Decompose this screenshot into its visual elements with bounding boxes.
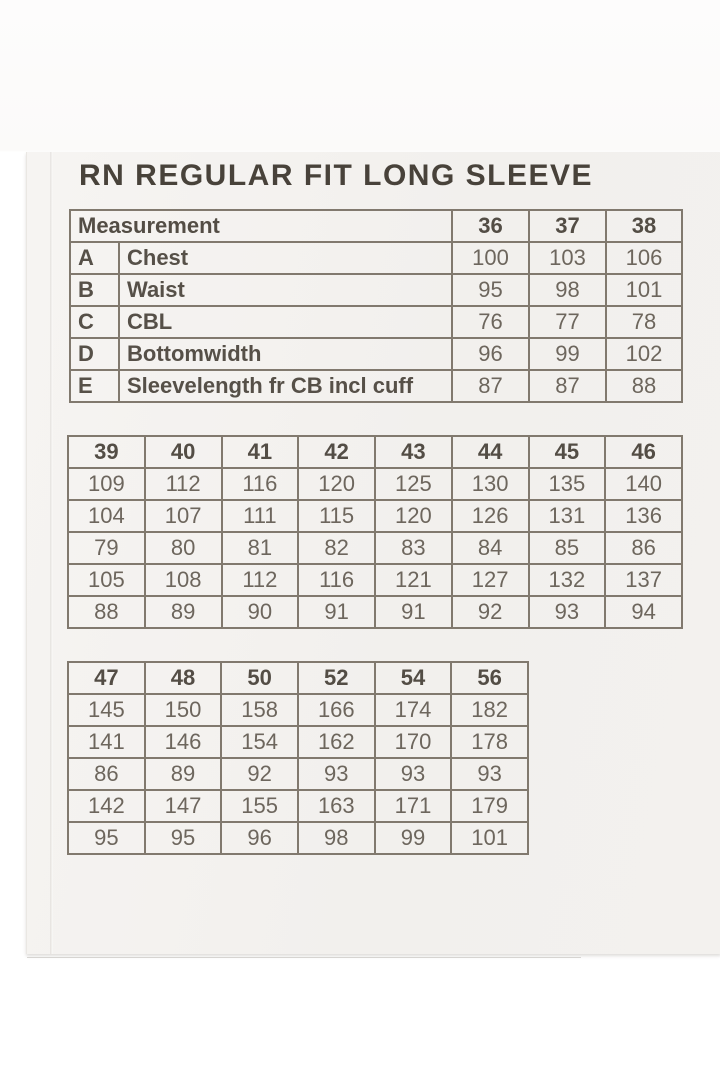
value-cell: 141: [68, 726, 145, 758]
value-cell: 96: [452, 338, 529, 370]
value-cell: 130: [452, 468, 529, 500]
value-cell: 76: [452, 306, 529, 338]
size-table-47-56-body: [68, 662, 528, 854]
value-cell: 101: [451, 822, 528, 854]
table-row: [68, 468, 682, 500]
value-cell: 99: [529, 338, 606, 370]
table-header-row: [68, 662, 528, 694]
value-cell: 98: [298, 822, 375, 854]
size-header-cell: 41: [222, 436, 299, 468]
measurement-name-cell: CBL: [119, 306, 452, 338]
value-cell: 93: [529, 596, 606, 628]
value-cell: 82: [298, 532, 375, 564]
value-cell: 101: [606, 274, 682, 306]
size-header-cell: 42: [298, 436, 375, 468]
measurement-header-cell: Measurement: [70, 210, 452, 242]
value-cell: 94: [605, 596, 682, 628]
value-cell: 89: [145, 596, 222, 628]
value-cell: 171: [375, 790, 452, 822]
value-cell: 78: [606, 306, 682, 338]
value-cell: 132: [529, 564, 606, 596]
table-row: [68, 596, 682, 628]
value-cell: 81: [222, 532, 299, 564]
value-cell: 83: [375, 532, 452, 564]
table-row: [68, 694, 528, 726]
value-cell: 137: [605, 564, 682, 596]
size-header-cell: 45: [529, 436, 606, 468]
size-table-39-46-body: [68, 436, 682, 628]
size-header-cell: 36: [452, 210, 529, 242]
value-cell: 140: [605, 468, 682, 500]
value-cell: 145: [68, 694, 145, 726]
measurement-key-cell: A: [70, 242, 119, 274]
table-row: [70, 306, 682, 338]
value-cell: 121: [375, 564, 452, 596]
measurement-name-cell: Bottomwidth: [119, 338, 452, 370]
value-cell: 84: [452, 532, 529, 564]
value-cell: 91: [375, 596, 452, 628]
table-row: [68, 822, 528, 854]
table-row: [70, 338, 682, 370]
size-label-paper: [26, 152, 720, 954]
value-cell: 86: [68, 758, 145, 790]
value-cell: 87: [529, 370, 606, 402]
size-header-cell: 47: [68, 662, 145, 694]
measurement-key-cell: C: [70, 306, 119, 338]
value-cell: 93: [375, 758, 452, 790]
value-cell: 88: [68, 596, 145, 628]
value-cell: 162: [298, 726, 375, 758]
value-cell: 95: [452, 274, 529, 306]
table-row: [68, 532, 682, 564]
value-cell: 147: [145, 790, 222, 822]
value-cell: 163: [298, 790, 375, 822]
value-cell: 158: [221, 694, 298, 726]
value-cell: 92: [221, 758, 298, 790]
size-header-cell: 44: [452, 436, 529, 468]
size-header-cell: 48: [145, 662, 222, 694]
size-header-cell: 56: [451, 662, 528, 694]
table-row: [68, 758, 528, 790]
value-cell: 98: [529, 274, 606, 306]
value-cell: 170: [375, 726, 452, 758]
value-cell: 107: [145, 500, 222, 532]
value-cell: 116: [222, 468, 299, 500]
value-cell: 166: [298, 694, 375, 726]
size-header-cell: 54: [375, 662, 452, 694]
value-cell: 179: [451, 790, 528, 822]
size-header-cell: 37: [529, 210, 606, 242]
measurement-name-cell: Waist: [119, 274, 452, 306]
value-cell: 87: [452, 370, 529, 402]
value-cell: 115: [298, 500, 375, 532]
value-cell: 131: [529, 500, 606, 532]
value-cell: 103: [529, 242, 606, 274]
measurement-key-cell: D: [70, 338, 119, 370]
measurement-table-sizes-36-38: [69, 209, 683, 403]
value-cell: 154: [221, 726, 298, 758]
table-row: [70, 242, 682, 274]
measurement-name-cell: Chest: [119, 242, 452, 274]
value-cell: 174: [375, 694, 452, 726]
value-cell: 136: [605, 500, 682, 532]
value-cell: 108: [145, 564, 222, 596]
value-cell: 126: [452, 500, 529, 532]
value-cell: 96: [221, 822, 298, 854]
value-cell: 104: [68, 500, 145, 532]
value-cell: 142: [68, 790, 145, 822]
value-cell: 182: [451, 694, 528, 726]
value-cell: 95: [145, 822, 222, 854]
value-cell: 102: [606, 338, 682, 370]
size-header-cell: 46: [605, 436, 682, 468]
value-cell: 150: [145, 694, 222, 726]
measurement-key-cell: E: [70, 370, 119, 402]
value-cell: 112: [145, 468, 222, 500]
value-cell: 178: [451, 726, 528, 758]
size-header-cell: 52: [298, 662, 375, 694]
value-cell: 95: [68, 822, 145, 854]
size-header-cell: 43: [375, 436, 452, 468]
value-cell: 90: [222, 596, 299, 628]
table-header-row: [70, 210, 682, 242]
value-cell: 93: [451, 758, 528, 790]
value-cell: 111: [222, 500, 299, 532]
table-row: [68, 790, 528, 822]
value-cell: 92: [452, 596, 529, 628]
value-cell: 93: [298, 758, 375, 790]
table-row: [70, 370, 682, 402]
value-cell: 77: [529, 306, 606, 338]
measurement-table-body: [70, 210, 682, 402]
size-table-39-46: [67, 435, 683, 629]
value-cell: 120: [375, 500, 452, 532]
value-cell: 91: [298, 596, 375, 628]
value-cell: 79: [68, 532, 145, 564]
measurement-key-cell: B: [70, 274, 119, 306]
value-cell: 88: [606, 370, 682, 402]
size-table-47-56: [67, 661, 529, 855]
table-row: [68, 564, 682, 596]
size-header-cell: 40: [145, 436, 222, 468]
page-title: RN REGULAR FIT LONG SLEEVE: [79, 159, 594, 192]
value-cell: 109: [68, 468, 145, 500]
value-cell: 106: [606, 242, 682, 274]
value-cell: 135: [529, 468, 606, 500]
table-row: [68, 726, 528, 758]
value-cell: 155: [221, 790, 298, 822]
value-cell: 80: [145, 532, 222, 564]
size-header-cell: 38: [606, 210, 682, 242]
table-header-row: [68, 436, 682, 468]
table-row: [68, 500, 682, 532]
value-cell: 120: [298, 468, 375, 500]
value-cell: 105: [68, 564, 145, 596]
value-cell: 116: [298, 564, 375, 596]
size-header-cell: 39: [68, 436, 145, 468]
value-cell: 125: [375, 468, 452, 500]
value-cell: 127: [452, 564, 529, 596]
value-cell: 99: [375, 822, 452, 854]
value-cell: 86: [605, 532, 682, 564]
value-cell: 85: [529, 532, 606, 564]
measurement-name-cell: Sleevelength fr CB incl cuff: [119, 370, 452, 402]
value-cell: 89: [145, 758, 222, 790]
value-cell: 146: [145, 726, 222, 758]
size-header-cell: 50: [221, 662, 298, 694]
value-cell: 100: [452, 242, 529, 274]
value-cell: 112: [222, 564, 299, 596]
table-row: [70, 274, 682, 306]
